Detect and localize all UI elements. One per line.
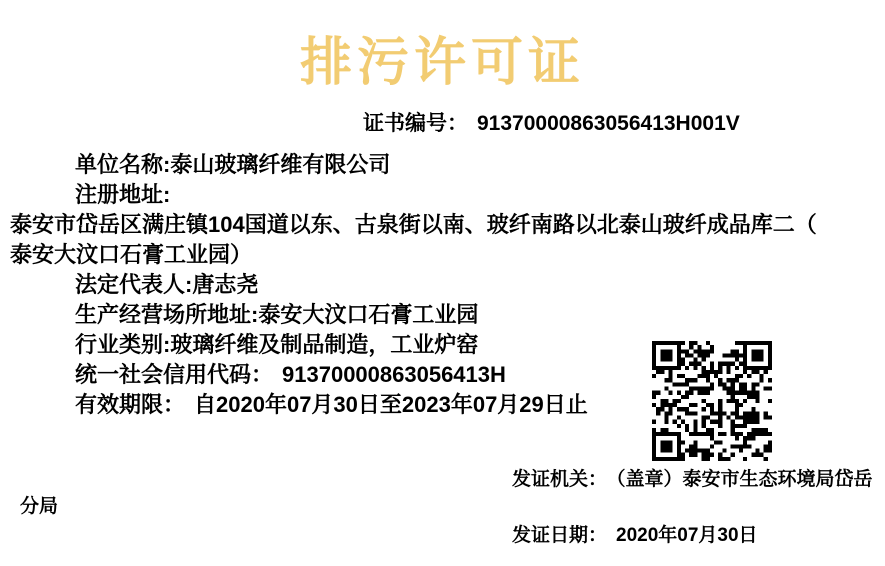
production-site-address-label: 生产经营场所地址: xyxy=(75,302,259,327)
unified-social-credit-code-label: 统一社会信用代码： xyxy=(75,362,274,387)
certificate-number-value: 91370000863056413H001V xyxy=(477,112,740,135)
legal-representative-label: 法定代表人: xyxy=(75,272,193,297)
issue-date-value: 2020年07月30日 xyxy=(616,525,758,546)
issuing-authority-label: 发证机关： xyxy=(512,469,608,490)
unit-name-label: 单位名称: xyxy=(75,152,171,177)
certificate-number-label: 证书编号： xyxy=(363,112,468,135)
registered-address-label: 注册地址: xyxy=(75,182,171,207)
qr-code xyxy=(650,341,774,461)
page-title: 排污许可证 xyxy=(299,34,585,92)
field-registered-address-label xyxy=(0,180,885,210)
issuing-authority-wrap-line: 分局 xyxy=(20,496,59,517)
issue-date-line xyxy=(512,520,758,547)
issue-date-label: 发证日期： xyxy=(512,525,608,546)
registered-address-value-line2: 泰安大汶口石膏工业园） xyxy=(10,242,253,267)
industry-category-label: 行业类别: xyxy=(75,332,171,357)
field-unit-name xyxy=(0,150,885,180)
issuing-authority-value-line1: （盖章）泰安市生态环境局岱岳 xyxy=(616,469,873,490)
validity-period-value: 自2020年07月30日至2023年07月29日止 xyxy=(194,392,588,417)
field-legal-representative xyxy=(0,270,885,300)
certificate-number-line xyxy=(363,107,740,137)
unified-social-credit-code-value: 91370000863056413H xyxy=(282,362,506,387)
legal-representative-value: 唐志尧 xyxy=(192,272,259,297)
production-site-address-value: 泰安大汶口石膏工业园 xyxy=(258,302,479,327)
registered-address-value-line1: 泰安市岱岳区满庄镇104国道以东、古泉街以南、玻纤南路以北泰山玻纤成品库二（ xyxy=(10,212,817,237)
industry-category-value: 玻璃纤维及制品制造，工业炉窑 xyxy=(170,332,479,357)
issuing-authority-line xyxy=(512,464,873,491)
field-production-site-address xyxy=(0,300,885,330)
unit-name-value: 泰山玻璃纤维有限公司 xyxy=(170,152,391,177)
validity-period-label: 有效期限： xyxy=(75,392,186,417)
